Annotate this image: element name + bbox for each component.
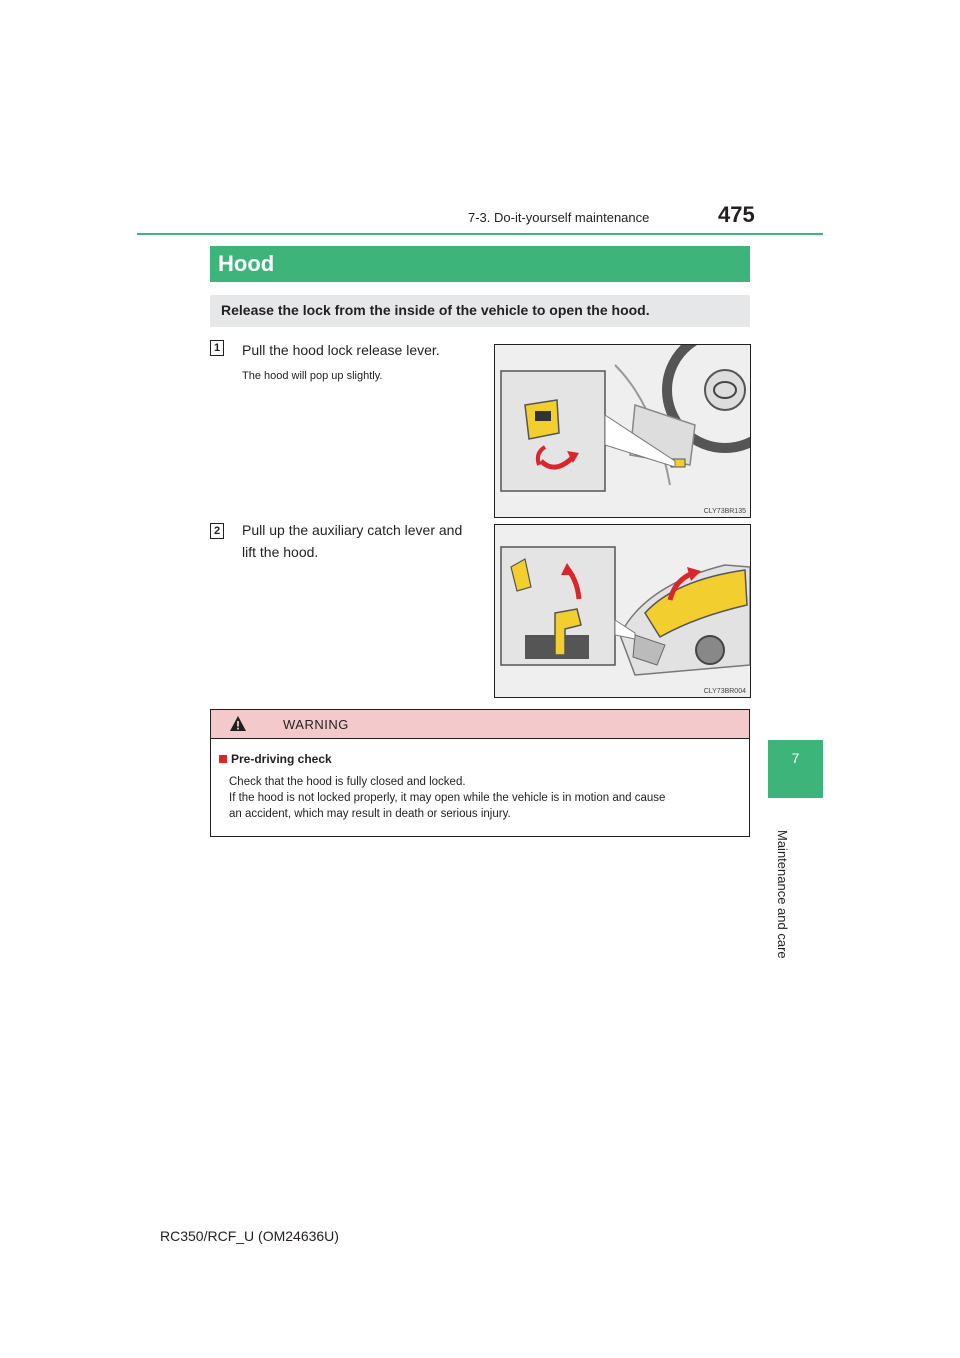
warning-subheading: [219, 752, 332, 766]
step-1-text: Pull the hood lock release lever.: [242, 342, 440, 358]
section-title: Hood: [218, 251, 275, 276]
chapter-title-vertical: [772, 830, 792, 970]
figure-1-code: CLY73BR135: [703, 508, 746, 515]
step-1-note: The hood will pop up slightly.: [242, 370, 383, 382]
section-title-bar: [210, 246, 750, 282]
warning-line-1: Check that the hood is fully closed and locked.: [229, 776, 466, 788]
warning-header: [211, 710, 749, 739]
hood-release-lever-illustration: [495, 345, 750, 517]
page-number: 475: [718, 202, 755, 227]
warning-triangle-icon: [229, 715, 247, 732]
chapter-title: Maintenance and care: [775, 830, 790, 959]
warning-subheading-text: Pre-driving check: [231, 752, 332, 766]
warning-label: WARNING: [283, 717, 349, 732]
step-number-2: 2: [210, 523, 224, 539]
warning-body: [229, 774, 744, 822]
footer-model-code: RC350/RCF_U (OM24636U): [160, 1228, 339, 1244]
step-2-text-line1: Pull up the auxiliary catch lever and: [242, 522, 463, 538]
warning-line-3: an accident, which may result in death or serious injury.: [229, 808, 511, 820]
header-divider: [137, 233, 823, 235]
step-2-text-line2: lift the hood.: [242, 544, 319, 560]
auxiliary-catch-lever-figure: [494, 524, 751, 698]
figure-2-code: CLY73BR004: [703, 688, 746, 695]
square-bullet-icon: [219, 755, 227, 763]
warning-line-2: If the hood is not locked properly, it may open while the vehicle is in motion and cause: [229, 792, 666, 804]
chapter-tab: [768, 740, 823, 798]
header-section-title: 7-3. Do-it-yourself maintenance: [468, 210, 650, 225]
warning-box: [210, 709, 750, 837]
intro-text: Release the lock from the inside of the vehicle to open the hood.: [221, 302, 650, 318]
auxiliary-catch-lever-illustration: [495, 525, 750, 697]
chapter-number: 7: [791, 750, 800, 766]
step-number-1: 1: [210, 340, 224, 356]
hood-release-lever-figure: [494, 344, 751, 518]
intro-box: [210, 295, 750, 327]
